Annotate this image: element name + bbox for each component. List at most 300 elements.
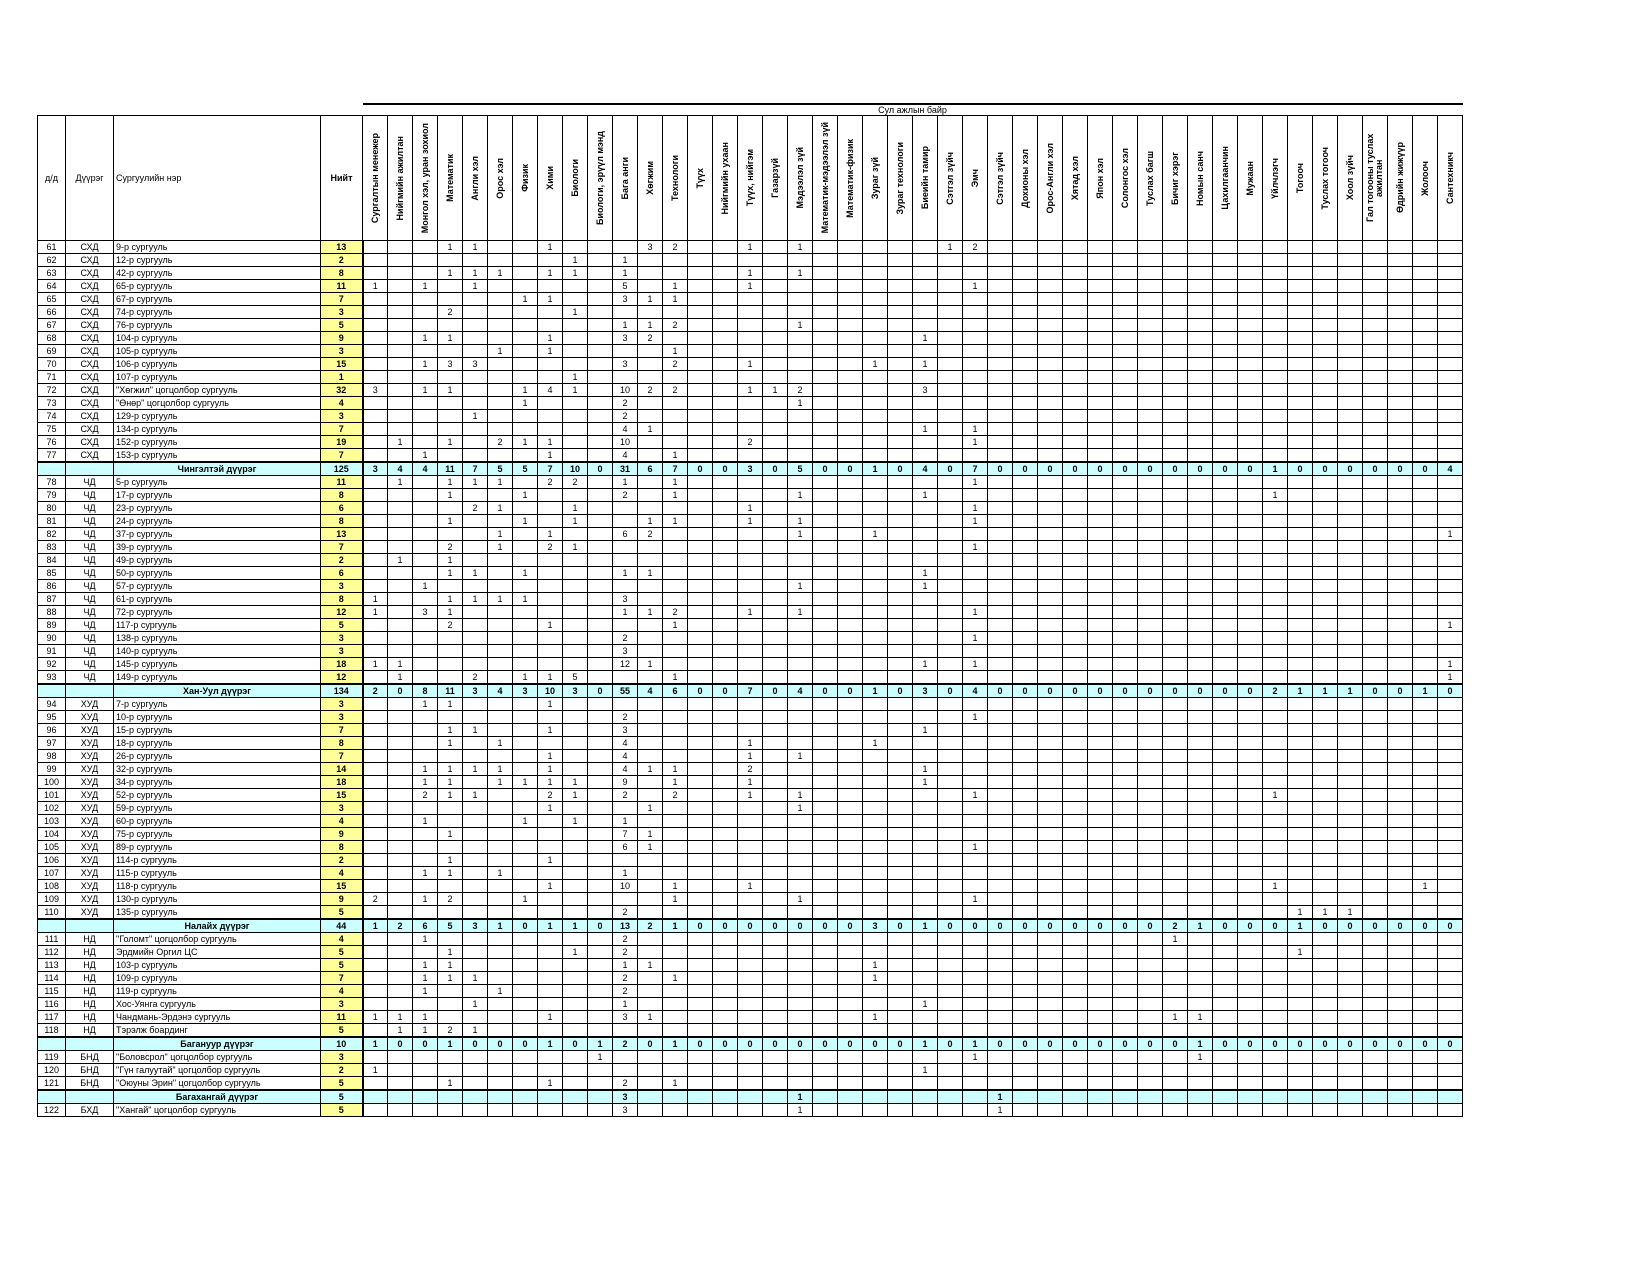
vacancy-cell xyxy=(1038,906,1063,920)
vacancy-cell xyxy=(988,658,1013,671)
vacancy-cell: 0 xyxy=(1013,1037,1038,1051)
vacancy-cell xyxy=(913,789,938,802)
vacancy-cell xyxy=(788,959,813,972)
vacancy-cell xyxy=(1138,763,1163,776)
vacancy-cell xyxy=(488,632,513,645)
vacancy-cell xyxy=(1338,841,1363,854)
vacancy-cell xyxy=(1138,358,1163,371)
vacancy-cell xyxy=(1188,1064,1213,1077)
vacancy-cell xyxy=(938,436,963,449)
vacancy-cell xyxy=(913,880,938,893)
vacancy-cell xyxy=(1013,319,1038,332)
vacancy-cell xyxy=(588,946,613,959)
vacancy-cell xyxy=(1013,880,1038,893)
vacancy-cell xyxy=(1338,815,1363,828)
vacancy-cell xyxy=(1138,254,1163,267)
vacancy-cell xyxy=(988,528,1013,541)
vacancy-cell xyxy=(663,750,688,763)
vacancy-cell xyxy=(1088,554,1113,567)
vacancy-cell xyxy=(663,410,688,423)
subject-header-label: Үйлчлэгч xyxy=(1269,157,1280,199)
district-code: ЧД xyxy=(66,554,114,567)
vacancy-cell xyxy=(888,985,913,998)
vacancy-cell xyxy=(963,645,988,658)
vacancy-cell: 1 xyxy=(788,241,813,254)
table-row xyxy=(38,724,1463,737)
row-no: 108 xyxy=(38,880,66,893)
vacancy-cell xyxy=(613,671,638,685)
vacancy-cell: 31 xyxy=(613,462,638,476)
vacancy-cell xyxy=(813,1077,838,1091)
vacancy-cell xyxy=(863,828,888,841)
vacancy-cell xyxy=(663,828,688,841)
vacancy-cell xyxy=(1388,476,1413,489)
school-name: 24-р сургууль xyxy=(114,515,321,528)
vacancy-cell: 1 xyxy=(663,763,688,776)
vacancy-cell xyxy=(1438,267,1463,280)
vacancy-cell xyxy=(1338,724,1363,737)
vacancy-cell: 1 xyxy=(1313,684,1338,698)
vacancy-cell xyxy=(1313,293,1338,306)
vacancy-cell: 0 xyxy=(988,462,1013,476)
district-name: Багахангай дүүрэг xyxy=(114,1090,321,1104)
vacancy-cell xyxy=(538,280,563,293)
vacancy-cell xyxy=(1263,593,1288,606)
vacancy-cell xyxy=(1338,1024,1363,1038)
vacancy-cell xyxy=(488,489,513,502)
row-no: 112 xyxy=(38,946,66,959)
vacancy-cell xyxy=(763,293,788,306)
vacancy-cell xyxy=(1013,1090,1038,1104)
district-code: СХД xyxy=(66,293,114,306)
vacancy-cell xyxy=(463,541,488,554)
vacancy-cell xyxy=(988,711,1013,724)
row-total: 13 xyxy=(321,241,363,254)
vacancy-cell xyxy=(463,1011,488,1024)
row-no: 86 xyxy=(38,580,66,593)
vacancy-cell xyxy=(913,306,938,319)
vacancy-cell xyxy=(713,267,738,280)
vacancy-cell: 0 xyxy=(1363,684,1388,698)
vacancy-cell xyxy=(463,632,488,645)
district-code: НД xyxy=(66,1024,114,1038)
vacancy-cell xyxy=(1188,841,1213,854)
vacancy-cell: 0 xyxy=(1238,684,1263,698)
vacancy-cell xyxy=(1063,880,1088,893)
vacancy-cell xyxy=(538,959,563,972)
vacancy-cell xyxy=(713,737,738,750)
vacancy-cell xyxy=(1213,959,1238,972)
vacancy-cell xyxy=(1363,1077,1388,1091)
vacancy-cell xyxy=(988,880,1013,893)
vacancy-cell xyxy=(1263,1077,1288,1091)
vacancy-cell xyxy=(688,319,713,332)
vacancy-cell xyxy=(1013,985,1038,998)
table-row xyxy=(38,1011,1463,1024)
vacancy-cell xyxy=(363,489,388,502)
vacancy-cell: 0 xyxy=(1338,462,1363,476)
vacancy-cell xyxy=(688,606,713,619)
vacancy-cell xyxy=(1163,241,1188,254)
vacancy-cell xyxy=(1413,711,1438,724)
vacancy-cell xyxy=(438,580,463,593)
vacancy-cell xyxy=(1113,606,1138,619)
vacancy-cell: 0 xyxy=(1063,919,1088,933)
vacancy-cell: 0 xyxy=(588,684,613,698)
vacancy-cell xyxy=(513,619,538,632)
vacancy-cell xyxy=(1388,789,1413,802)
vacancy-cell xyxy=(888,1011,913,1024)
vacancy-cell xyxy=(1088,254,1113,267)
vacancy-cell xyxy=(663,724,688,737)
vacancy-cell xyxy=(1363,358,1388,371)
vacancy-cell xyxy=(713,567,738,580)
vacancy-cell xyxy=(963,998,988,1011)
vacancy-cell: 10 xyxy=(538,684,563,698)
vacancy-cell xyxy=(388,815,413,828)
row-no xyxy=(38,1037,66,1051)
row-total: 6 xyxy=(321,567,363,580)
vacancy-cell: 1 xyxy=(638,959,663,972)
vacancy-cell xyxy=(1288,293,1313,306)
vacancy-cell xyxy=(1188,449,1213,463)
vacancy-cell xyxy=(1038,959,1063,972)
vacancy-cell: 0 xyxy=(1413,919,1438,933)
vacancy-cell xyxy=(538,658,563,671)
vacancy-cell xyxy=(1113,410,1138,423)
vacancy-cell xyxy=(1088,698,1113,711)
vacancy-cell xyxy=(1288,763,1313,776)
vacancy-cell xyxy=(1188,854,1213,867)
vacancy-cell xyxy=(1238,698,1263,711)
subject-header-label: Биологи xyxy=(569,159,580,197)
vacancy-cell xyxy=(713,384,738,397)
vacancy-cell: 1 xyxy=(1288,684,1313,698)
vacancy-cell xyxy=(1288,280,1313,293)
school-name: 26-р сургууль xyxy=(114,750,321,763)
vacancy-cell xyxy=(1163,880,1188,893)
vacancy-cell xyxy=(888,489,913,502)
vacancy-cell xyxy=(638,789,663,802)
vacancy-cell xyxy=(813,449,838,463)
row-no: 63 xyxy=(38,267,66,280)
vacancy-cell xyxy=(1388,410,1413,423)
vacancy-cell: 1 xyxy=(413,933,438,946)
vacancy-cell xyxy=(963,737,988,750)
vacancy-cell xyxy=(638,345,663,358)
vacancy-cell: 1 xyxy=(438,567,463,580)
vacancy-cell xyxy=(388,515,413,528)
vacancy-cell xyxy=(488,410,513,423)
vacancy-cell xyxy=(1413,567,1438,580)
vacancy-cell: 0 xyxy=(888,919,913,933)
vacancy-cell: 0 xyxy=(1438,684,1463,698)
vacancy-cell xyxy=(913,502,938,515)
vacancy-cell xyxy=(563,423,588,436)
school-name: 5-р сургууль xyxy=(114,476,321,489)
vacancy-cell: 4 xyxy=(788,684,813,698)
vacancy-cell xyxy=(1363,959,1388,972)
vacancy-cell xyxy=(463,802,488,815)
vacancy-cell xyxy=(1188,828,1213,841)
vacancy-cell xyxy=(1288,802,1313,815)
subject-header xyxy=(1288,116,1313,241)
vacancy-cell xyxy=(938,632,963,645)
vacancy-cell xyxy=(763,959,788,972)
vacancy-cell xyxy=(713,946,738,959)
vacancy-cell xyxy=(688,802,713,815)
vacancy-cell xyxy=(1338,371,1363,384)
vacancy-cell xyxy=(688,554,713,567)
subject-header xyxy=(1213,116,1238,241)
vacancy-cell xyxy=(1288,841,1313,854)
vacancy-cell xyxy=(963,384,988,397)
vacancy-cell xyxy=(588,267,613,280)
vacancy-cell xyxy=(913,436,938,449)
vacancy-cell xyxy=(888,998,913,1011)
vacancy-cell xyxy=(1088,724,1113,737)
vacancy-cell xyxy=(813,476,838,489)
vacancy-cell xyxy=(938,1051,963,1064)
vacancy-cell xyxy=(1038,489,1063,502)
school-name: 152-р сургууль xyxy=(114,436,321,449)
vacancy-cell xyxy=(1113,254,1138,267)
subject-header xyxy=(513,116,538,241)
vacancy-cell: 1 xyxy=(463,998,488,1011)
district-code: ХУД xyxy=(66,711,114,724)
vacancy-cell: 1 xyxy=(563,541,588,554)
vacancy-cell xyxy=(1388,985,1413,998)
vacancy-cell xyxy=(613,1064,638,1077)
vacancy-cell xyxy=(1413,645,1438,658)
vacancy-cell xyxy=(713,515,738,528)
vacancy-cell xyxy=(713,828,738,841)
vacancy-cell xyxy=(938,619,963,632)
vacancy-cell: 0 xyxy=(763,919,788,933)
vacancy-cell xyxy=(363,776,388,789)
vacancy-cell xyxy=(1313,267,1338,280)
row-no: 89 xyxy=(38,619,66,632)
vacancy-cell xyxy=(838,436,863,449)
vacancy-cell xyxy=(813,711,838,724)
vacancy-cell xyxy=(1363,815,1388,828)
row-no: 79 xyxy=(38,489,66,502)
row-no: 83 xyxy=(38,541,66,554)
vacancy-cell xyxy=(838,619,863,632)
vacancy-cell xyxy=(1413,632,1438,645)
vacancy-cell xyxy=(988,254,1013,267)
school-name: 17-р сургууль xyxy=(114,489,321,502)
vacancy-cell xyxy=(863,893,888,906)
vacancy-cell xyxy=(888,554,913,567)
vacancy-cell xyxy=(638,593,663,606)
vacancy-cell: 1 xyxy=(563,789,588,802)
vacancy-cell: 0 xyxy=(988,684,1013,698)
vacancy-cell xyxy=(1163,293,1188,306)
vacancy-cell xyxy=(1163,397,1188,410)
vacancy-cell xyxy=(788,332,813,345)
vacancy-cell: 2 xyxy=(613,1077,638,1091)
vacancy-cell xyxy=(988,436,1013,449)
vacancy-cell xyxy=(1113,645,1138,658)
vacancy-cell xyxy=(688,711,713,724)
vacancy-cell xyxy=(638,371,663,384)
vacancy-cell xyxy=(763,867,788,880)
vacancy-cell xyxy=(1388,724,1413,737)
vacancy-cell: 1 xyxy=(663,345,688,358)
vacancy-cell: 1 xyxy=(863,358,888,371)
vacancy-cell xyxy=(388,528,413,541)
vacancy-cell xyxy=(563,933,588,946)
vacancy-cell xyxy=(1263,841,1288,854)
vacancy-cell xyxy=(1438,1011,1463,1024)
vacancy-cell xyxy=(713,985,738,998)
vacancy-cell xyxy=(563,724,588,737)
vacancy-cell: 2 xyxy=(663,606,688,619)
vacancy-cell: 1 xyxy=(563,267,588,280)
vacancy-cell xyxy=(1088,1024,1113,1038)
vacancy-cell xyxy=(1063,267,1088,280)
vacancy-cell: 1 xyxy=(788,528,813,541)
vacancy-cell xyxy=(538,972,563,985)
vacancy-cell xyxy=(538,906,563,920)
vacancy-cell xyxy=(963,449,988,463)
vacancy-cell xyxy=(513,580,538,593)
vacancy-cell xyxy=(563,998,588,1011)
vacancy-cell xyxy=(1413,436,1438,449)
vacancy-cell: 0 xyxy=(1138,462,1163,476)
vacancy-cell xyxy=(513,358,538,371)
vacancy-cell xyxy=(588,854,613,867)
vacancy-cell xyxy=(1063,280,1088,293)
vacancy-cell xyxy=(663,593,688,606)
vacancy-cell xyxy=(1138,698,1163,711)
vacancy-cell xyxy=(413,1077,438,1091)
vacancy-cell xyxy=(1038,1064,1063,1077)
vacancy-cell xyxy=(1013,658,1038,671)
vacancy-cell xyxy=(988,554,1013,567)
vacancy-cell xyxy=(1163,1051,1188,1064)
district-code xyxy=(66,1090,114,1104)
vacancy-cell xyxy=(1313,1104,1338,1117)
vacancy-cell xyxy=(888,1051,913,1064)
vacancy-cell xyxy=(1313,528,1338,541)
vacancy-cell xyxy=(588,449,613,463)
vacancy-cell xyxy=(1338,580,1363,593)
vacancy-cell xyxy=(1063,671,1088,685)
vacancy-cell xyxy=(1263,567,1288,580)
vacancy-cell xyxy=(963,1077,988,1091)
vacancy-cell: 1 xyxy=(638,841,663,854)
vacancy-cell xyxy=(813,854,838,867)
district-code xyxy=(66,462,114,476)
vacancy-cell xyxy=(1363,332,1388,345)
vacancy-cell: 0 xyxy=(713,684,738,698)
vacancy-cell xyxy=(663,841,688,854)
vacancy-cell xyxy=(988,645,1013,658)
vacancy-cell xyxy=(538,580,563,593)
vacancy-cell: 1 xyxy=(963,280,988,293)
vacancy-cell xyxy=(1188,972,1213,985)
vacancy-cell xyxy=(1438,241,1463,254)
vacancy-cell: 1 xyxy=(738,280,763,293)
vacancy-cell xyxy=(1163,515,1188,528)
vacancy-cell xyxy=(363,933,388,946)
vacancy-cell xyxy=(363,528,388,541)
district-code: ХУД xyxy=(66,776,114,789)
vacancy-cell xyxy=(1338,606,1363,619)
table-row xyxy=(38,893,1463,906)
vacancy-cell xyxy=(513,959,538,972)
school-name: 65-р сургууль xyxy=(114,280,321,293)
vacancy-cell xyxy=(438,815,463,828)
vacancy-cell xyxy=(1188,397,1213,410)
vacancy-cell xyxy=(1213,880,1238,893)
vacancy-cell xyxy=(1338,645,1363,658)
vacancy-cell: 4 xyxy=(613,449,638,463)
vacancy-cell xyxy=(938,319,963,332)
school-name: 75-р сургууль xyxy=(114,828,321,841)
vacancy-cell xyxy=(1388,711,1413,724)
vacancy-cell xyxy=(1063,698,1088,711)
vacancy-cell: 1 xyxy=(638,515,663,528)
vacancy-cell xyxy=(788,933,813,946)
row-total: 3 xyxy=(321,802,363,815)
vacancy-cell xyxy=(988,906,1013,920)
vacancy-cell xyxy=(863,763,888,776)
vacancy-cell xyxy=(1363,554,1388,567)
vacancy-cell: 2 xyxy=(738,763,763,776)
vacancy-cell xyxy=(763,946,788,959)
vacancy-cell xyxy=(438,1104,463,1117)
vacancy-cell xyxy=(763,880,788,893)
vacancy-cell xyxy=(1063,515,1088,528)
school-name: 149-р сургууль xyxy=(114,671,321,685)
vacancy-cell xyxy=(1363,750,1388,763)
vacancy-cell xyxy=(588,541,613,554)
vacancy-cell xyxy=(888,580,913,593)
row-total: 125 xyxy=(321,462,363,476)
vacancy-cell xyxy=(938,789,963,802)
subject-header-label: Бага анги xyxy=(619,156,630,200)
row-total: 15 xyxy=(321,880,363,893)
vacancy-cell xyxy=(1113,267,1138,280)
vacancy-cell xyxy=(688,254,713,267)
vacancy-cell xyxy=(838,319,863,332)
row-no: 120 xyxy=(38,1064,66,1077)
vacancy-cell xyxy=(963,619,988,632)
vacancy-cell xyxy=(663,436,688,449)
vacancy-cell xyxy=(1388,1064,1413,1077)
vacancy-cell xyxy=(1213,593,1238,606)
vacancy-cell xyxy=(888,1024,913,1038)
vacancy-cell xyxy=(1313,410,1338,423)
vacancy-cell xyxy=(1188,893,1213,906)
vacancy-cell xyxy=(1063,619,1088,632)
vacancy-cell xyxy=(938,489,963,502)
vacancy-cell xyxy=(1113,345,1138,358)
district-code: ХУД xyxy=(66,906,114,920)
vacancy-cell xyxy=(938,802,963,815)
vacancy-cell xyxy=(1188,1090,1213,1104)
vacancy-cell xyxy=(463,750,488,763)
vacancy-cell: 7 xyxy=(538,462,563,476)
vacancy-cell xyxy=(1238,593,1263,606)
vacancy-cell xyxy=(413,306,438,319)
vacancy-cell xyxy=(888,854,913,867)
school-name: 7-р сургууль xyxy=(114,698,321,711)
vacancy-cell xyxy=(763,658,788,671)
